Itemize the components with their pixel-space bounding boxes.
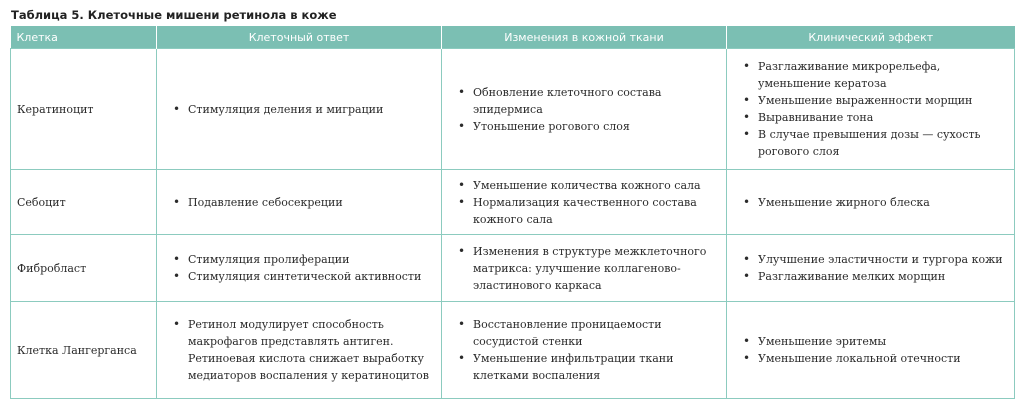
header-cell-kletka: Клетка [11,26,157,49]
list-item: • Уменьшение локальной отечности [743,350,1008,367]
bullet-list [733,251,1008,285]
bullet-list [448,316,720,384]
list-item: • Уменьшение инфильтрации ткани клетками воспаления [458,350,720,384]
list-item: • Улучшение эластичности и тургора кожи [743,251,1008,268]
list-item: • Уменьшение жирного блеска [743,194,1008,211]
list-item: • Выравнивание тона [743,109,1008,126]
cell-tissue [442,170,727,235]
bullet-list [163,251,435,285]
cell-response [157,235,442,302]
list-item: • Стимуляция пролиферации [173,251,435,268]
list-item: • Разглаживание микрорельефа, уменьшение кератоза [743,58,1008,92]
list-item: • Разглаживание мелких морщин [743,268,1008,285]
header-row [11,26,1015,49]
bullet-list [448,243,720,294]
list-item: • Восстановление проницаемости сосудистой стенки [458,316,720,350]
cell-tissue [442,49,727,170]
list-item: • Уменьшение выраженности морщин [743,92,1008,109]
table-row [11,170,1015,235]
bullet-list [163,101,435,118]
cell-response [157,170,442,235]
list-item: • Уменьшение количества кожного сала [458,177,720,194]
cell-clinical [727,235,1015,302]
header-cell-response: Клеточный ответ [157,26,442,49]
table-row [11,49,1015,170]
table-row [11,235,1015,302]
table-row [11,302,1015,399]
cell-tissue [442,235,727,302]
header-cell-clinical: Клинический эффект [727,26,1015,49]
list-item: • Уменьшение эритемы [743,333,1008,350]
bullet-list [733,333,1008,367]
bullet-list [163,194,435,211]
bullet-list [733,194,1008,211]
cell-clinical [727,49,1015,170]
bullet-list [733,58,1008,160]
cell-response [157,302,442,399]
list-item: • Нормализация качественного состава кожного сала [458,194,720,228]
cell-tissue [442,302,727,399]
list-item: • Ретинол модулирует способность макрофагов представлять антиген. Ретиноевая кислота снижает выработку медиаторов воспаления у кератиноцитов [173,316,435,384]
header-cell-tissue: Изменения в кожной ткани [442,26,727,49]
list-item: • Стимуляция деления и миграции [173,101,435,118]
table-title: Таблица 5. Клеточные мишени ретинола в коже [11,8,337,22]
bullet-list [448,84,720,135]
list-item: • Обновление клеточного состава эпидермиса [458,84,720,118]
list-item: • Утоньшение рогового слоя [458,118,720,135]
list-item: • Стимуляция синтетической активности [173,268,435,285]
data-table [10,26,1015,399]
cell-name: Фибробласт [11,235,157,302]
list-item: • Изменения в структуре межклеточного матрикса: улучшение коллагеново-эластинового каркаса [458,243,720,294]
cell-clinical [727,302,1015,399]
cell-name: Клетка Лангерганса [11,302,157,399]
bullet-list [163,316,435,384]
cell-name: Себоцит [11,170,157,235]
cell-name: Кератиноцит [11,49,157,170]
list-item: • Подавление себосекреции [173,194,435,211]
cell-response [157,49,442,170]
cell-clinical [727,170,1015,235]
list-item: • В случае превышения дозы — сухость рогового слоя [743,126,1008,160]
bullet-list [448,177,720,228]
